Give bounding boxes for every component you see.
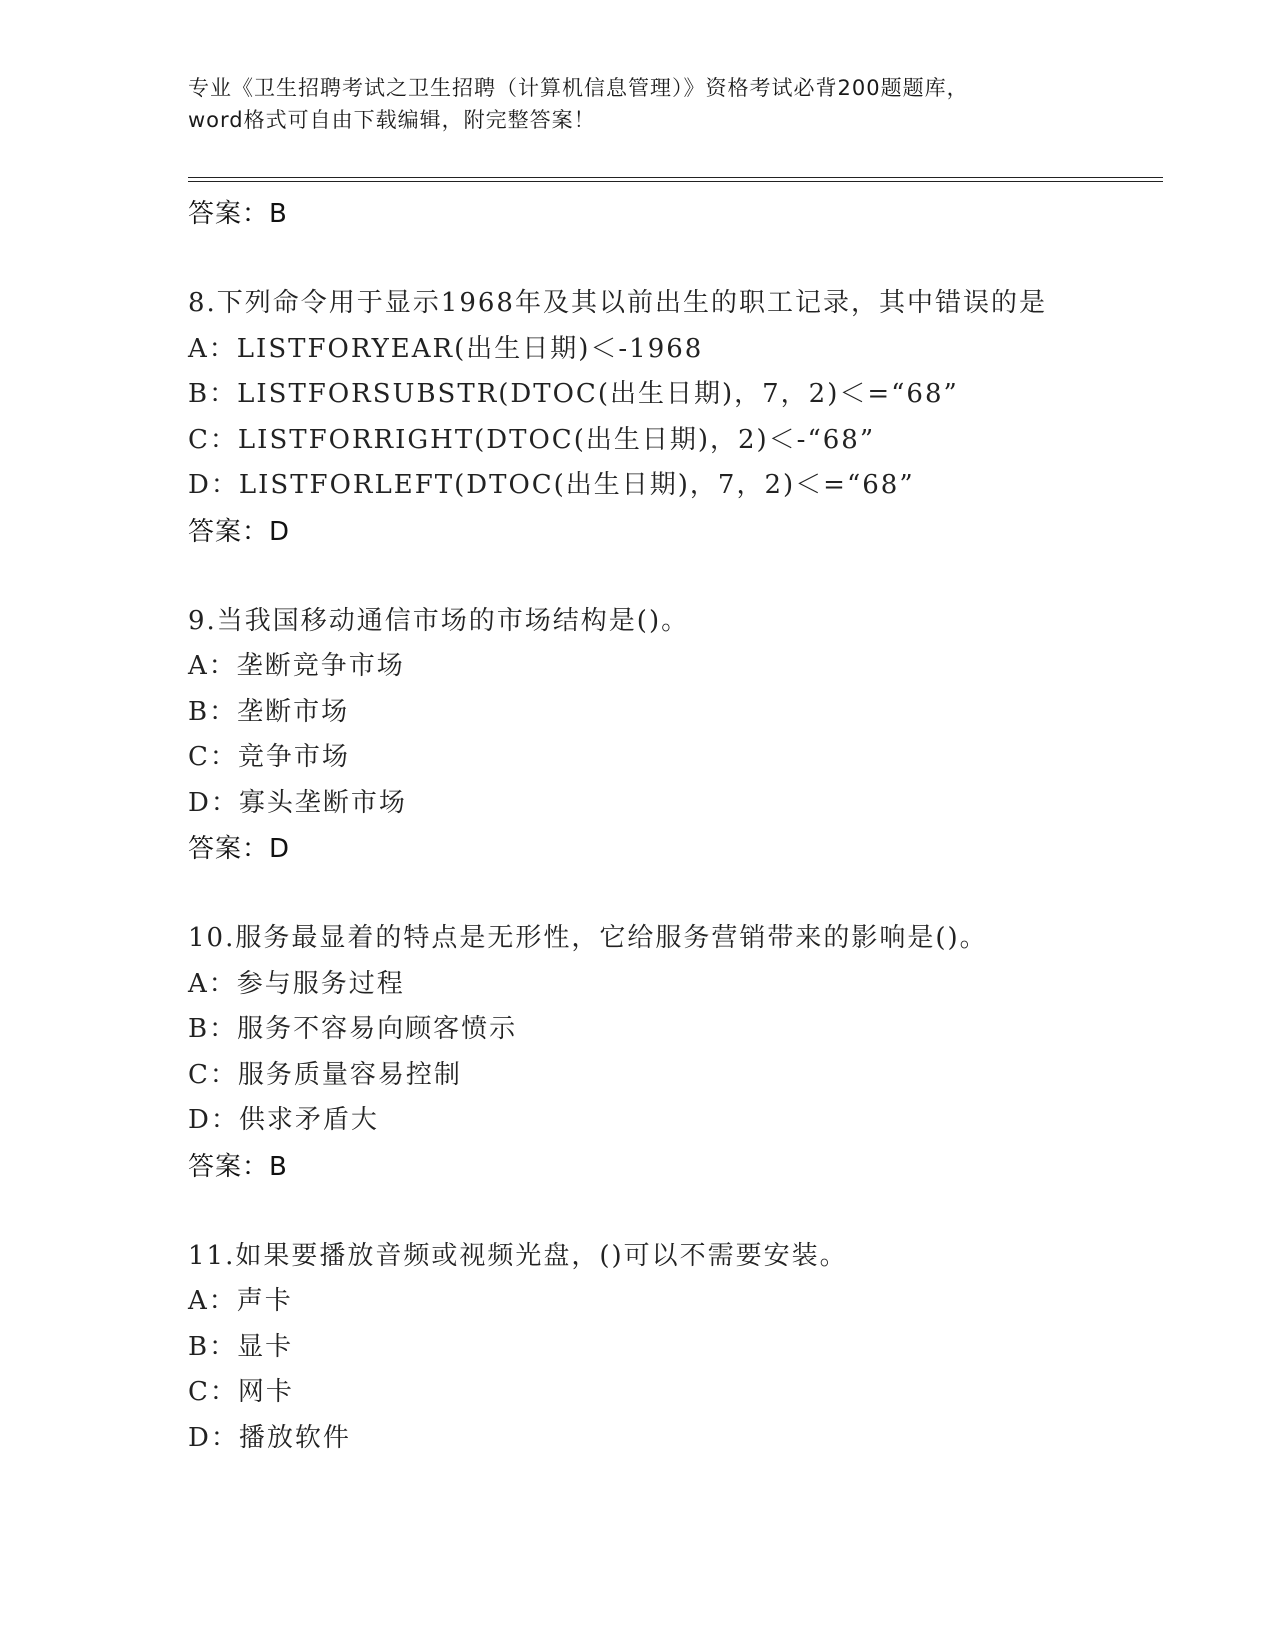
option-a [188,327,1168,373]
option-key: D： [188,1105,239,1135]
header-line-2: word格式可自由下载编辑，附完整答案！ [188,108,596,132]
question-stem: 10.服务最显着的特点是无形性，它给服务营销带来的影响是()。 [188,923,988,953]
option-key: C： [188,1377,238,1407]
option-key: A： [188,651,237,681]
option-c [188,735,1168,781]
option-text: 网卡 [237,1377,294,1407]
option-text: LISTFORRIGHT(DTOC(出生日期)，2)＜-“68” [237,424,876,455]
option-text: LISTFORLEFT(DTOC(出生日期)，7，2)＜=“68” [238,470,915,500]
option-key: B： [188,379,238,409]
option-text: LISTFORYEAR(出生日期)＜-1968 [236,333,704,364]
answer-line: 答案：D [188,516,291,547]
question-stem: 11.如果要播放音频或视频光盘，()可以不需要安装。 [188,1240,848,1271]
option-a [188,644,1168,690]
option-text: 垄断竞争市场 [236,651,405,681]
option-d [188,781,1168,827]
option-text: 寡头垄断市场 [238,787,407,818]
answer-line: 答案：B [188,1151,288,1182]
answer-line: 答案：B [188,199,288,229]
question-9 [188,599,1168,873]
option-text: 服务质量容易控制 [237,1059,462,1090]
option-a [188,1279,1168,1325]
option-key: B： [188,1014,238,1044]
option-key: A： [188,333,237,364]
option-text: 参与服务过程 [236,968,405,999]
option-d [188,1098,1168,1144]
option-text: 显卡 [237,1331,294,1362]
option-d [188,463,1168,509]
option-b [188,690,1168,736]
option-b [188,372,1168,418]
option-key: D： [188,787,239,818]
option-c [188,1053,1168,1099]
option-key: C： [188,1059,238,1090]
option-text: 垄断市场 [237,696,350,727]
option-key: D： [188,1422,239,1453]
question-10 [188,916,1168,1190]
answer-line: 答案：D [188,834,291,864]
option-key: A： [188,968,237,999]
option-c [188,418,1168,464]
option-key: B： [188,1331,238,1362]
option-d [188,1416,1168,1462]
option-text: 竞争市场 [237,742,350,772]
page-header [188,72,1088,136]
option-b [188,1325,1168,1371]
option-key: C： [188,742,238,772]
header-line-1: 专业《卫生招聘考试之卫生招聘（计算机信息管理）》资格考试必背200题题库， [188,76,969,100]
question-8 [188,281,1168,555]
option-b [188,1007,1168,1053]
question-stem: 8.下列命令用于显示1968年及其以前出生的职工记录，其中错误的是 [188,288,1047,318]
option-key: A： [188,1286,237,1316]
option-text: LISTFORSUBSTR(DTOC(出生日期)，7，2)＜=“68” [237,379,959,409]
option-key: D： [188,470,239,500]
header-divider [188,177,1163,182]
question-stem: 9.当我国移动通信市场的市场结构是()。 [188,605,690,636]
option-text: 播放软件 [238,1422,351,1453]
option-c [188,1370,1168,1416]
question-list [188,191,1168,1461]
option-text: 声卡 [236,1286,293,1316]
option-key: C： [188,424,238,455]
option-text: 服务不容易向顾客愤示 [237,1014,518,1044]
question-11 [188,1234,1168,1462]
option-key: B： [188,696,238,727]
option-text: 供求矛盾大 [238,1105,379,1135]
option-a [188,962,1168,1008]
